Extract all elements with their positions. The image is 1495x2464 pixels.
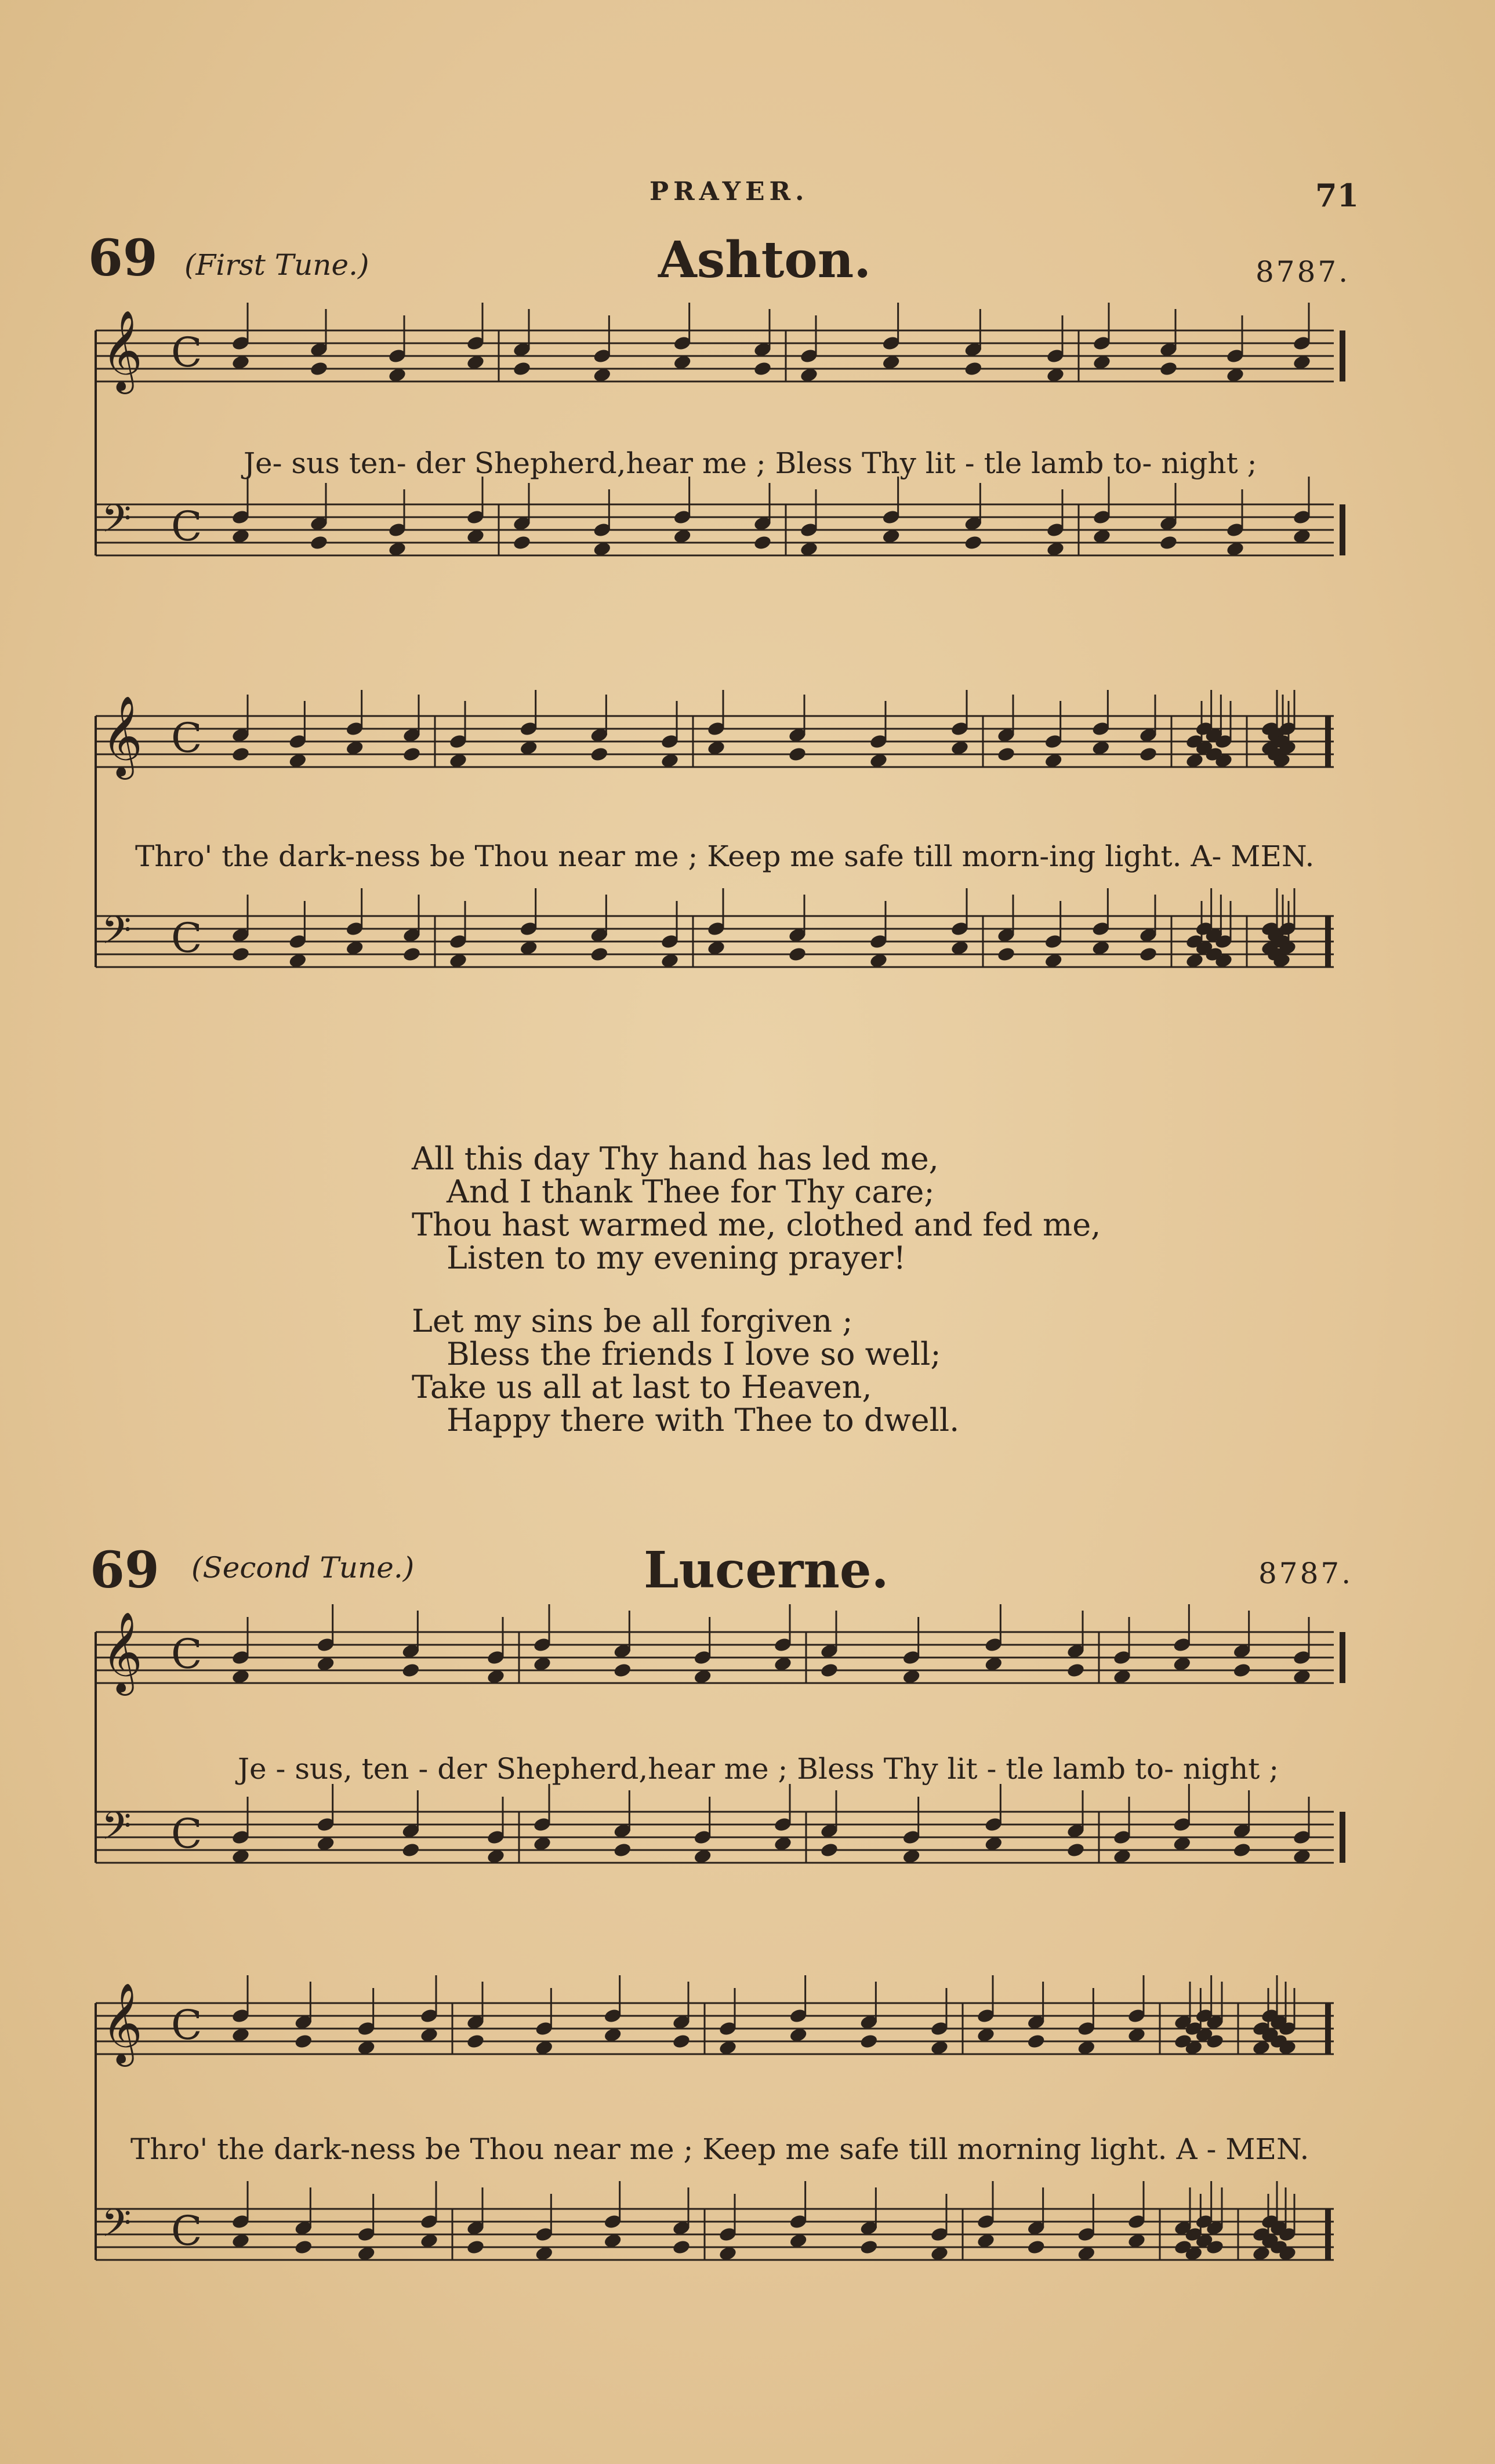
svg-text:C: C [171,503,202,550]
treble-staff [96,690,1334,780]
svg-text:C: C [171,2207,202,2255]
svg-text:𝄞: 𝄞 [101,1983,143,2063]
running-head: PRAYER. [649,177,809,206]
stanza-line: Thou hast warmed me, clothed and fed me, [412,1206,1101,1243]
stanza-line: Let my sins be all forgiven ; [412,1303,853,1339]
svg-text:𝄢: 𝄢 [101,908,132,962]
meter: 8787. [1255,255,1351,289]
svg-text:C: C [171,714,202,762]
treble-staff [96,1975,1334,2067]
svg-text:C: C [171,2001,202,2049]
hymn-number: 69 [90,1541,159,1600]
tune-note: (Second Tune.) [191,1551,415,1584]
stanza-line: Listen to my evening prayer! [447,1240,906,1276]
bass-staff [96,2181,1334,2262]
meter: 8787. [1258,1557,1354,1590]
svg-text:𝄞: 𝄞 [101,1612,143,1692]
lyrics-line: Je - sus, ten - der Shepherd,hear me ; Bless Thy lit - tle lamb to- night ; [238,1752,1279,1786]
svg-text:𝄢: 𝄢 [101,1804,132,1858]
stanza [412,1304,959,1437]
treble-staff [96,303,1334,394]
lyrics-line: Je- sus ten- der Shepherd,hear me ; Bless Thy lit - tle lamb to- night ; [244,446,1257,480]
svg-text:C: C [171,914,202,962]
svg-text:C: C [171,1810,202,1858]
bass-staff [96,1784,1334,1865]
bass-staff [96,477,1334,557]
hymn-number: 69 [88,229,158,288]
stanza [412,1142,1101,1274]
svg-text:C: C [171,1630,202,1678]
svg-text:𝄢: 𝄢 [101,496,132,550]
stanza-line: And I thank Thee for Thy care; [447,1173,935,1210]
lyrics-line: Thro' the dark-ness be Thou near me ; Keep me safe till morn-ing light. A- MEN. [135,839,1315,873]
svg-text:𝄞: 𝄞 [101,310,143,391]
stanza-line: All this day Thy hand has led me, [412,1140,939,1177]
lyrics-line: Thro' the dark-ness be Thou near me ; Keep me safe till morning light. A - MEN. [130,2132,1309,2166]
svg-text:𝄢: 𝄢 [101,2201,132,2255]
stanza-line: Take us all at last to Heaven, [412,1369,872,1405]
bass-staff [96,888,1334,969]
tune-name: Lucerne. [644,1541,889,1600]
svg-text:𝄞: 𝄞 [101,696,143,776]
tune-note: (First Tune.) [184,248,369,282]
treble-staff [96,1604,1334,1696]
svg-text:C: C [171,329,202,376]
stanza-line: Bless the friends I love so well; [447,1336,941,1372]
tune-name: Ashton. [658,231,872,289]
page-number: 71 [1315,177,1359,214]
stanza-line: Happy there with Thee to dwell. [447,1402,960,1438]
